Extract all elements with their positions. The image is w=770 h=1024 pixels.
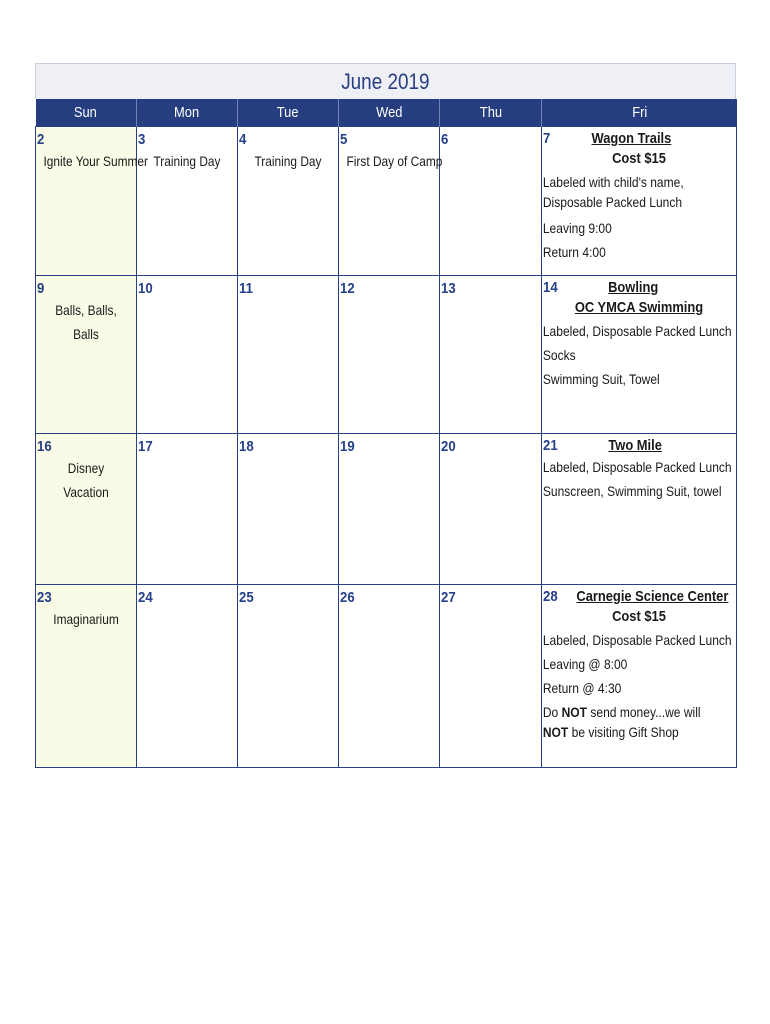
day-cell-wed — [339, 276, 440, 434]
day-number: 28 — [543, 588, 558, 605]
weekday-mon: Mon — [137, 99, 238, 127]
day-number: 27 — [441, 589, 456, 606]
month-title: June 2019 — [341, 69, 430, 94]
event-detail: Leaving 9:00 — [542, 220, 612, 236]
day-event: Balls, Balls, — [55, 302, 117, 318]
day-number: 13 — [441, 280, 456, 297]
day-cell-tue — [238, 127, 339, 276]
day-cell-thu — [440, 276, 542, 434]
day-cell-fri — [542, 127, 737, 276]
event-detail: Labeled, Disposable Packed Lunch — [542, 323, 732, 339]
day-number: 24 — [138, 589, 153, 606]
day-number: 12 — [340, 280, 355, 297]
week-row — [36, 585, 737, 768]
day-event: Training Day — [254, 153, 322, 169]
day-cell-mon — [137, 276, 238, 434]
week-row — [36, 127, 737, 276]
event-title: Bowling — [607, 279, 658, 296]
day-cell-thu — [440, 127, 542, 276]
event-detail: Return @ 4:30 — [542, 680, 622, 696]
day-cell-thu — [440, 434, 542, 585]
weekday-sun: Sun — [36, 99, 137, 127]
weekday-tue: Tue — [238, 99, 339, 127]
event-cost: Cost $15 — [612, 608, 666, 625]
event-detail: Swimming Suit, Towel — [542, 371, 660, 387]
day-number: 18 — [239, 438, 254, 455]
day-cell-wed — [339, 127, 443, 276]
weekday-fri: Fri — [542, 99, 737, 127]
day-number: 17 — [138, 438, 153, 455]
day-cell-fri — [542, 276, 737, 434]
event-note: Do NOT send money...we will NOT be visiting Gift Shop — [542, 704, 701, 740]
day-event: Disney — [67, 460, 105, 476]
event-title: Wagon Trails — [591, 130, 672, 147]
day-event: Training Day — [153, 153, 221, 169]
day-cell-fri — [542, 434, 737, 585]
emphasis: NOT — [542, 724, 569, 740]
event-title: Carnegie Science Center — [576, 588, 729, 605]
day-cell-sun — [36, 434, 137, 585]
event-detail: Leaving @ 8:00 — [542, 656, 628, 672]
week-row — [36, 434, 737, 585]
day-number: 7 — [543, 130, 551, 147]
day-number: 20 — [441, 438, 456, 455]
weekday-thu: Thu — [440, 99, 542, 127]
day-number: 14 — [543, 279, 558, 296]
day-number: 3 — [138, 131, 146, 148]
event-detail: Return 4:00 — [542, 244, 606, 260]
event-detail: Labeled, Disposable Packed Lunch — [542, 459, 732, 475]
day-number: 21 — [543, 437, 558, 454]
week-row — [36, 276, 737, 434]
day-number: 19 — [340, 438, 355, 455]
event-title: Two Mile — [608, 437, 662, 454]
event-cost: Cost $15 — [612, 150, 666, 167]
day-event: First Day of Camp — [346, 153, 443, 169]
event-detail: Labeled with child's name, Disposable Packed Lunch — [542, 174, 684, 210]
event-title: OC YMCA Swimming — [574, 299, 704, 316]
day-cell-wed — [339, 434, 440, 585]
event-detail: Labeled, Disposable Packed Lunch — [542, 632, 732, 648]
day-number: 5 — [340, 131, 348, 148]
event-detail: Socks — [542, 347, 576, 363]
day-cell-fri — [542, 585, 737, 768]
day-cell-sun — [36, 127, 149, 276]
calendar-title-bar — [35, 63, 736, 99]
day-number: 6 — [441, 131, 449, 148]
calendar-grid — [35, 99, 737, 768]
day-number: 11 — [239, 280, 253, 297]
day-event: Imaginarium — [53, 611, 119, 627]
day-cell-sun — [36, 276, 137, 434]
day-number: 2 — [37, 131, 45, 148]
day-number: 23 — [37, 589, 52, 606]
day-cell-mon — [137, 585, 238, 768]
day-number: 4 — [239, 131, 247, 148]
day-cell-thu — [440, 585, 542, 768]
day-event: Ignite Your Summer — [43, 153, 149, 169]
day-number: 9 — [37, 280, 45, 297]
day-cell-mon — [137, 127, 238, 276]
day-cell-sun — [36, 585, 137, 768]
event-detail: Sunscreen, Swimming Suit, towel — [542, 483, 722, 499]
day-cell-mon — [137, 434, 238, 585]
day-cell-tue — [238, 276, 339, 434]
day-number: 25 — [239, 589, 254, 606]
day-event: Vacation — [63, 484, 109, 500]
day-number: 26 — [340, 589, 355, 606]
day-event: Balls — [73, 326, 99, 342]
day-number: 16 — [37, 438, 52, 455]
day-cell-tue — [238, 434, 339, 585]
day-cell-wed — [339, 585, 440, 768]
day-number: 10 — [138, 280, 153, 297]
weekday-header-row — [36, 99, 737, 127]
calendar — [35, 63, 736, 768]
day-cell-tue — [238, 585, 339, 768]
emphasis: NOT — [561, 704, 588, 720]
weekday-wed: Wed — [339, 99, 440, 127]
